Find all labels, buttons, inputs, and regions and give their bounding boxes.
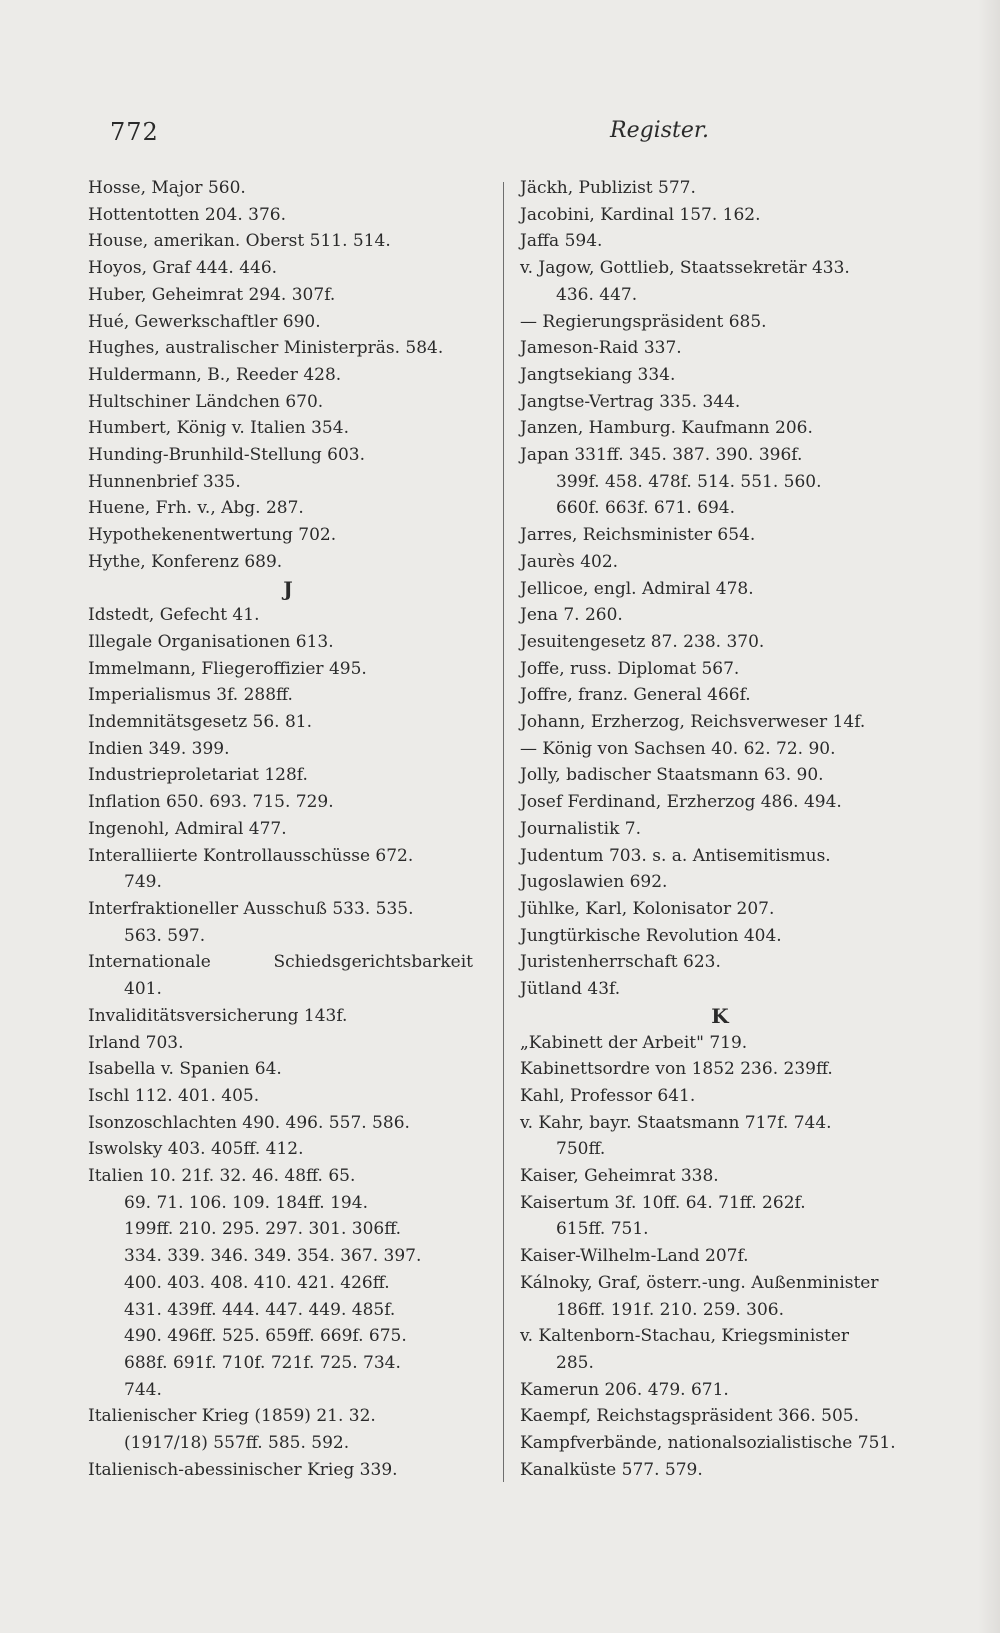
column-divider	[503, 182, 504, 1482]
index-entry: Kamerun 206. 479. 671.	[520, 1379, 729, 1400]
index-entry: 400. 403. 408. 410. 421. 426ff.	[124, 1272, 390, 1293]
index-entry: Hosse, Major 560.	[88, 178, 246, 198]
page-header	[110, 118, 910, 158]
index-entry: Ischl 112. 401. 405.	[88, 1085, 260, 1106]
section-letter: J	[283, 576, 293, 601]
index-entry: Hué, Gewerkschaftler 690.	[88, 311, 321, 332]
index-entry: 750ff.	[556, 1139, 606, 1160]
index-entry: Hunnenbrief 335.	[88, 471, 241, 492]
index-entry: 199ff. 210. 295. 297. 301. 306ff.	[124, 1219, 402, 1240]
index-entry: Kaiser, Geheimrat 338.	[520, 1166, 719, 1187]
index-entry: — Regierungspräsident 685.	[520, 311, 767, 332]
index-entry: Jungtürkische Revolution 404.	[520, 925, 782, 946]
index-entry: Irland 703.	[88, 1032, 184, 1053]
index-entry: 660f. 663f. 671. 694.	[556, 498, 735, 519]
index-entry: House, amerikan. Oberst 511. 514.	[88, 231, 391, 252]
index-entry: 744.	[124, 1379, 162, 1400]
index-entry: „Kabinett der Arbeit" 719.	[520, 1032, 748, 1053]
section-letter: K	[711, 1003, 729, 1028]
page-edge-shadow	[978, 0, 1000, 1633]
index-entry: Hoyos, Graf 444. 446.	[88, 258, 278, 279]
index-entry: Jolly, badischer Staatsmann 63. 90.	[520, 765, 824, 786]
index-entry: Judentum 703. s. a. Antisemitismus.	[520, 845, 831, 866]
index-entry: Kaiser-Wilhelm-Land 207f.	[520, 1246, 749, 1267]
index-entry: Invaliditätsversicherung 143f.	[88, 1005, 348, 1026]
index-entry: Imperialismus 3f. 288ff.	[88, 685, 293, 706]
index-entry: Hythe, Konferenz 689.	[88, 551, 283, 572]
index-column-left	[88, 175, 488, 1483]
index-entry: Isonzoschlachten 490. 496. 557. 586.	[88, 1112, 410, 1133]
index-entry: Japan 331ff. 345. 387. 390. 396f.	[520, 445, 803, 466]
index-entry: 186ff. 191f. 210. 259. 306.	[556, 1299, 785, 1320]
index-entry: — König von Sachsen 40. 62. 72. 90.	[520, 738, 836, 759]
index-entry: Indemnitätsgesetz 56. 81.	[88, 712, 313, 733]
index-entry: Kálnoky, Graf, österr.-ung. Außenminister	[520, 1272, 879, 1293]
index-entry: Jühlke, Karl, Kolonisator 207.	[520, 898, 775, 919]
index-entry: 563. 597.	[124, 925, 206, 946]
index-entry: Jacobini, Kardinal 157. 162.	[520, 204, 761, 225]
index-entry: Hypothekenentwertung 702.	[88, 525, 337, 546]
index-entry: Journalistik 7.	[520, 818, 642, 839]
index-entry: Jäckh, Publizist 577.	[520, 178, 696, 198]
index-entry: Huldermann, B., Reeder 428.	[88, 364, 342, 385]
index-entry: Johann, Erzherzog, Reichsverweser 14f.	[520, 712, 866, 733]
index-entry: Idstedt, Gefecht 41.	[88, 605, 260, 626]
page-number: 772	[110, 118, 159, 146]
index-entry: Jugoslawien 692.	[520, 872, 668, 893]
index-entry: Jütland 43f.	[520, 979, 621, 1000]
index-entry: v. Kaltenborn-Stachau, Kriegsminister	[520, 1326, 850, 1347]
index-entry: Industrieproletariat 128f.	[88, 765, 308, 786]
index-entry: Illegale Organisationen 613.	[88, 631, 334, 652]
index-entry: Hughes, australischer Ministerpräs. 584.	[88, 338, 444, 359]
index-entry: 615ff. 751.	[556, 1219, 649, 1240]
index-entry: Jena 7. 260.	[520, 605, 623, 626]
index-entry: Jangtse-Vertrag 335. 344.	[520, 391, 741, 412]
index-entry: 688f. 691f. 710f. 721f. 725. 734.	[124, 1352, 401, 1373]
index-entry: (1917/18) 557ff. 585. 592.	[124, 1433, 350, 1454]
index-entry: Italienischer Krieg (1859) 21. 32.	[88, 1406, 376, 1427]
index-entry: 401.	[124, 979, 162, 1000]
index-entry: Kahl, Professor 641.	[520, 1085, 696, 1106]
index-entry: Iswolsky 403. 405ff. 412.	[88, 1139, 304, 1160]
index-entry: Josef Ferdinand, Erzherzog 486. 494.	[520, 792, 842, 813]
index-entry: Jaffa 594.	[520, 231, 603, 252]
index-entry: 431. 439ff. 444. 447. 449. 485f.	[124, 1299, 396, 1320]
index-entry: Jellicoe, engl. Admiral 478.	[520, 578, 754, 599]
index-entry: Kaempf, Reichstagspräsident 366. 505.	[520, 1406, 859, 1427]
running-head: Register.	[610, 118, 709, 143]
index-entry: 69. 71. 106. 109. 184ff. 194.	[124, 1192, 368, 1213]
index-entry: Humbert, König v. Italien 354.	[88, 418, 349, 439]
index-entry: Ingenohl, Admiral 477.	[88, 818, 287, 839]
index-column-right	[520, 175, 940, 1483]
index-entry: v. Jagow, Gottlieb, Staatssekretär 433.	[520, 258, 850, 279]
index-entry: Hultschiner Ländchen 670.	[88, 391, 324, 412]
index-entry: Inflation 650. 693. 715. 729.	[88, 792, 334, 813]
index-entry: 490. 496ff. 525. 659ff. 669f. 675.	[124, 1326, 407, 1347]
index-entry: Kampfverbände, nationalsozialistische 751.	[520, 1433, 896, 1454]
index-entry: Kaisertum 3f. 10ff. 64. 71ff. 262f.	[520, 1192, 806, 1213]
index-entry: Hunding-Brunhild-Stellung 603.	[88, 445, 366, 466]
index-entry: Janzen, Hamburg. Kaufmann 206.	[520, 418, 813, 439]
index-entry: Italienisch-abessinischer Krieg 339.	[88, 1459, 398, 1480]
index-entry: 285.	[556, 1352, 594, 1373]
index-entry: Jameson-Raid 337.	[520, 338, 682, 359]
index-entry: Kabinettsordre von 1852 236. 239ff.	[520, 1059, 833, 1080]
index-entry: 334. 339. 346. 349. 354. 367. 397.	[124, 1246, 422, 1267]
index-entry: v. Kahr, bayr. Staatsmann 717f. 744.	[520, 1112, 832, 1133]
index-entry: Jarres, Reichsminister 654.	[520, 525, 756, 546]
index-entry: Hottentotten 204. 376.	[88, 204, 286, 225]
index-entry: Interalliierte Kontrollausschüsse 672.	[88, 845, 414, 866]
index-entry: Jangtsekiang 334.	[520, 364, 676, 385]
index-entry: Immelmann, Fliegeroffizier 495.	[88, 658, 367, 679]
index-entry: Kanalküste 577. 579.	[520, 1459, 703, 1480]
index-entry: Isabella v. Spanien 64.	[88, 1059, 282, 1080]
index-entry: 399f. 458. 478f. 514. 551. 560.	[556, 471, 822, 492]
index-entry: Interfraktioneller Ausschuß 533. 535.	[88, 898, 414, 919]
index-entry: Joffre, franz. General 466f.	[520, 685, 751, 706]
index-entry: Joffe, russ. Diplomat 567.	[520, 658, 740, 679]
index-entry: Italien 10. 21f. 32. 46. 48ff. 65.	[88, 1166, 356, 1187]
index-entry: Indien 349. 399.	[88, 738, 230, 759]
index-entry: 749.	[124, 872, 162, 893]
index-entry: Jaurès 402.	[520, 551, 619, 572]
index-entry: Jesuitengesetz 87. 238. 370.	[520, 631, 765, 652]
index-entry: Huene, Frh. v., Abg. 287.	[88, 498, 304, 519]
index-entry: 436. 447.	[556, 284, 638, 305]
index-entry: Juristenherrschaft 623.	[520, 952, 721, 973]
index-entry: Internationale Schiedsgerichtsbarkeit	[88, 952, 473, 973]
index-entry: Huber, Geheimrat 294. 307f.	[88, 284, 336, 305]
